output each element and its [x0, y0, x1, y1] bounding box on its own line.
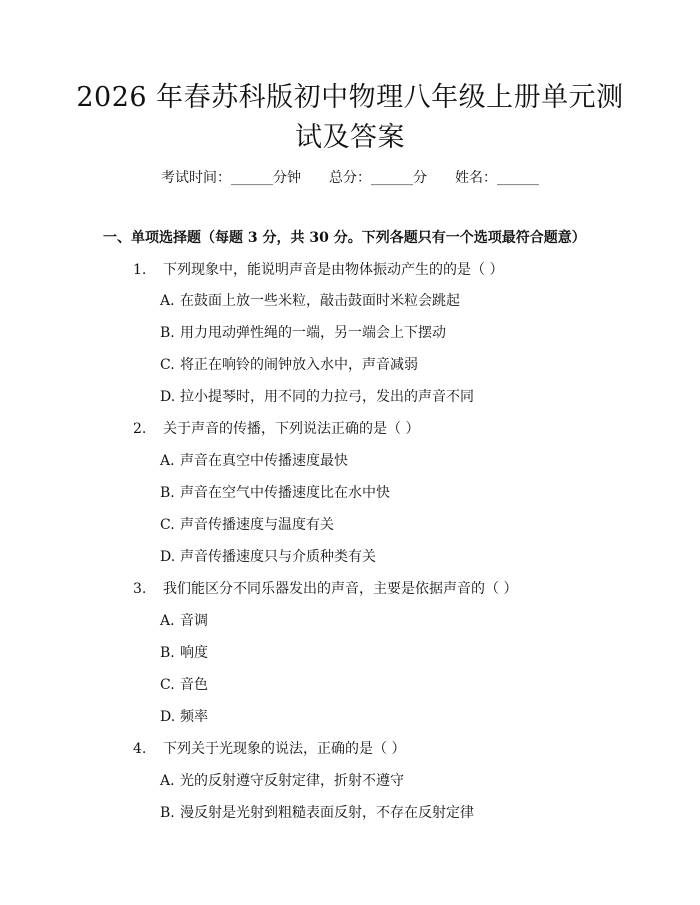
title-line-2: 试及答案	[295, 122, 405, 153]
option-text: 光的反射遵守反射定律，折射不遵守	[180, 773, 404, 789]
option-2b	[160, 483, 390, 503]
question-number: 3.	[133, 581, 147, 597]
option-letter: D.	[160, 709, 176, 725]
name-label: 姓名：	[455, 170, 497, 186]
option-text: 用力甩动弹性绳的一端，另一端会上下摆动	[180, 325, 446, 341]
question-4	[133, 739, 405, 759]
question-2	[133, 419, 419, 439]
option-letter: A.	[160, 773, 175, 789]
option-letter: B.	[160, 485, 175, 501]
question-number: 2.	[133, 421, 147, 437]
option-1c	[160, 355, 418, 375]
name-blank: ______	[497, 170, 539, 186]
time-blank: ______	[231, 170, 273, 186]
question-text: 下列现象中，能说明声音是由物体振动产生的的是（ ）	[163, 262, 504, 278]
option-text: 音调	[180, 613, 208, 629]
score-unit: 分	[413, 170, 427, 186]
option-letter: D.	[160, 389, 176, 405]
option-4a	[160, 771, 404, 791]
option-letter: B.	[160, 805, 175, 821]
option-text: 音色	[180, 677, 208, 693]
option-letter: B.	[160, 645, 175, 661]
option-1d	[160, 387, 474, 407]
option-text: 声音传播速度与温度有关	[180, 517, 334, 533]
option-letter: C.	[160, 677, 175, 693]
option-2d	[160, 547, 376, 567]
question-number: 1.	[133, 262, 147, 278]
question-text: 下列关于光现象的说法，正确的是（ ）	[163, 741, 406, 757]
option-letter: C.	[160, 357, 175, 373]
option-3b	[160, 643, 208, 663]
option-text: 拉小提琴时，用不同的力拉弓，发出的声音不同	[180, 389, 474, 405]
option-4b	[160, 803, 474, 823]
option-text: 将正在响铃的闹钟放入水中，声音减弱	[180, 357, 418, 373]
option-3c	[160, 675, 208, 695]
document-title	[60, 78, 640, 158]
time-label: 考试时间：	[161, 170, 231, 186]
option-3d	[160, 707, 208, 727]
option-1a	[160, 291, 460, 311]
option-1b	[160, 323, 446, 343]
option-text: 频率	[180, 709, 208, 725]
option-2a	[160, 451, 348, 471]
exam-meta	[0, 168, 700, 188]
score-label: 总分：	[329, 170, 371, 186]
time-unit: 分钟	[273, 170, 301, 186]
question-number: 4.	[133, 741, 147, 757]
option-text: 声音在空气中传播速度比在水中快	[180, 485, 390, 501]
option-text: 响度	[180, 645, 208, 661]
title-line-1: 2026 年春苏科版初中物理八年级上册单元测	[76, 82, 624, 113]
question-text: 我们能区分不同乐器发出的声音，主要是依据声音的（ ）	[163, 581, 518, 597]
option-letter: A.	[160, 613, 175, 629]
question-3	[133, 579, 517, 599]
option-text: 声音传播速度只与介质种类有关	[180, 549, 376, 565]
option-2c	[160, 515, 334, 535]
option-text: 在鼓面上放一些米粒，敲击鼓面时米粒会跳起	[180, 293, 460, 309]
option-letter: A.	[160, 453, 175, 469]
option-text: 漫反射是光射到粗糙表面反射，不存在反射定律	[180, 805, 474, 821]
option-letter: B.	[160, 325, 175, 341]
section-title: 一、单项选择题（每题 3 分，共 30 分。下列各题只有一个选项最符合题意）	[103, 230, 586, 246]
option-letter: D.	[160, 549, 176, 565]
option-3a	[160, 611, 208, 631]
option-letter: C.	[160, 517, 175, 533]
option-text: 声音在真空中传播速度最快	[180, 453, 348, 469]
score-blank: ______	[371, 170, 413, 186]
question-text: 关于声音的传播，下列说法正确的是（ ）	[163, 421, 420, 437]
option-letter: A.	[160, 293, 175, 309]
question-1	[133, 260, 503, 280]
